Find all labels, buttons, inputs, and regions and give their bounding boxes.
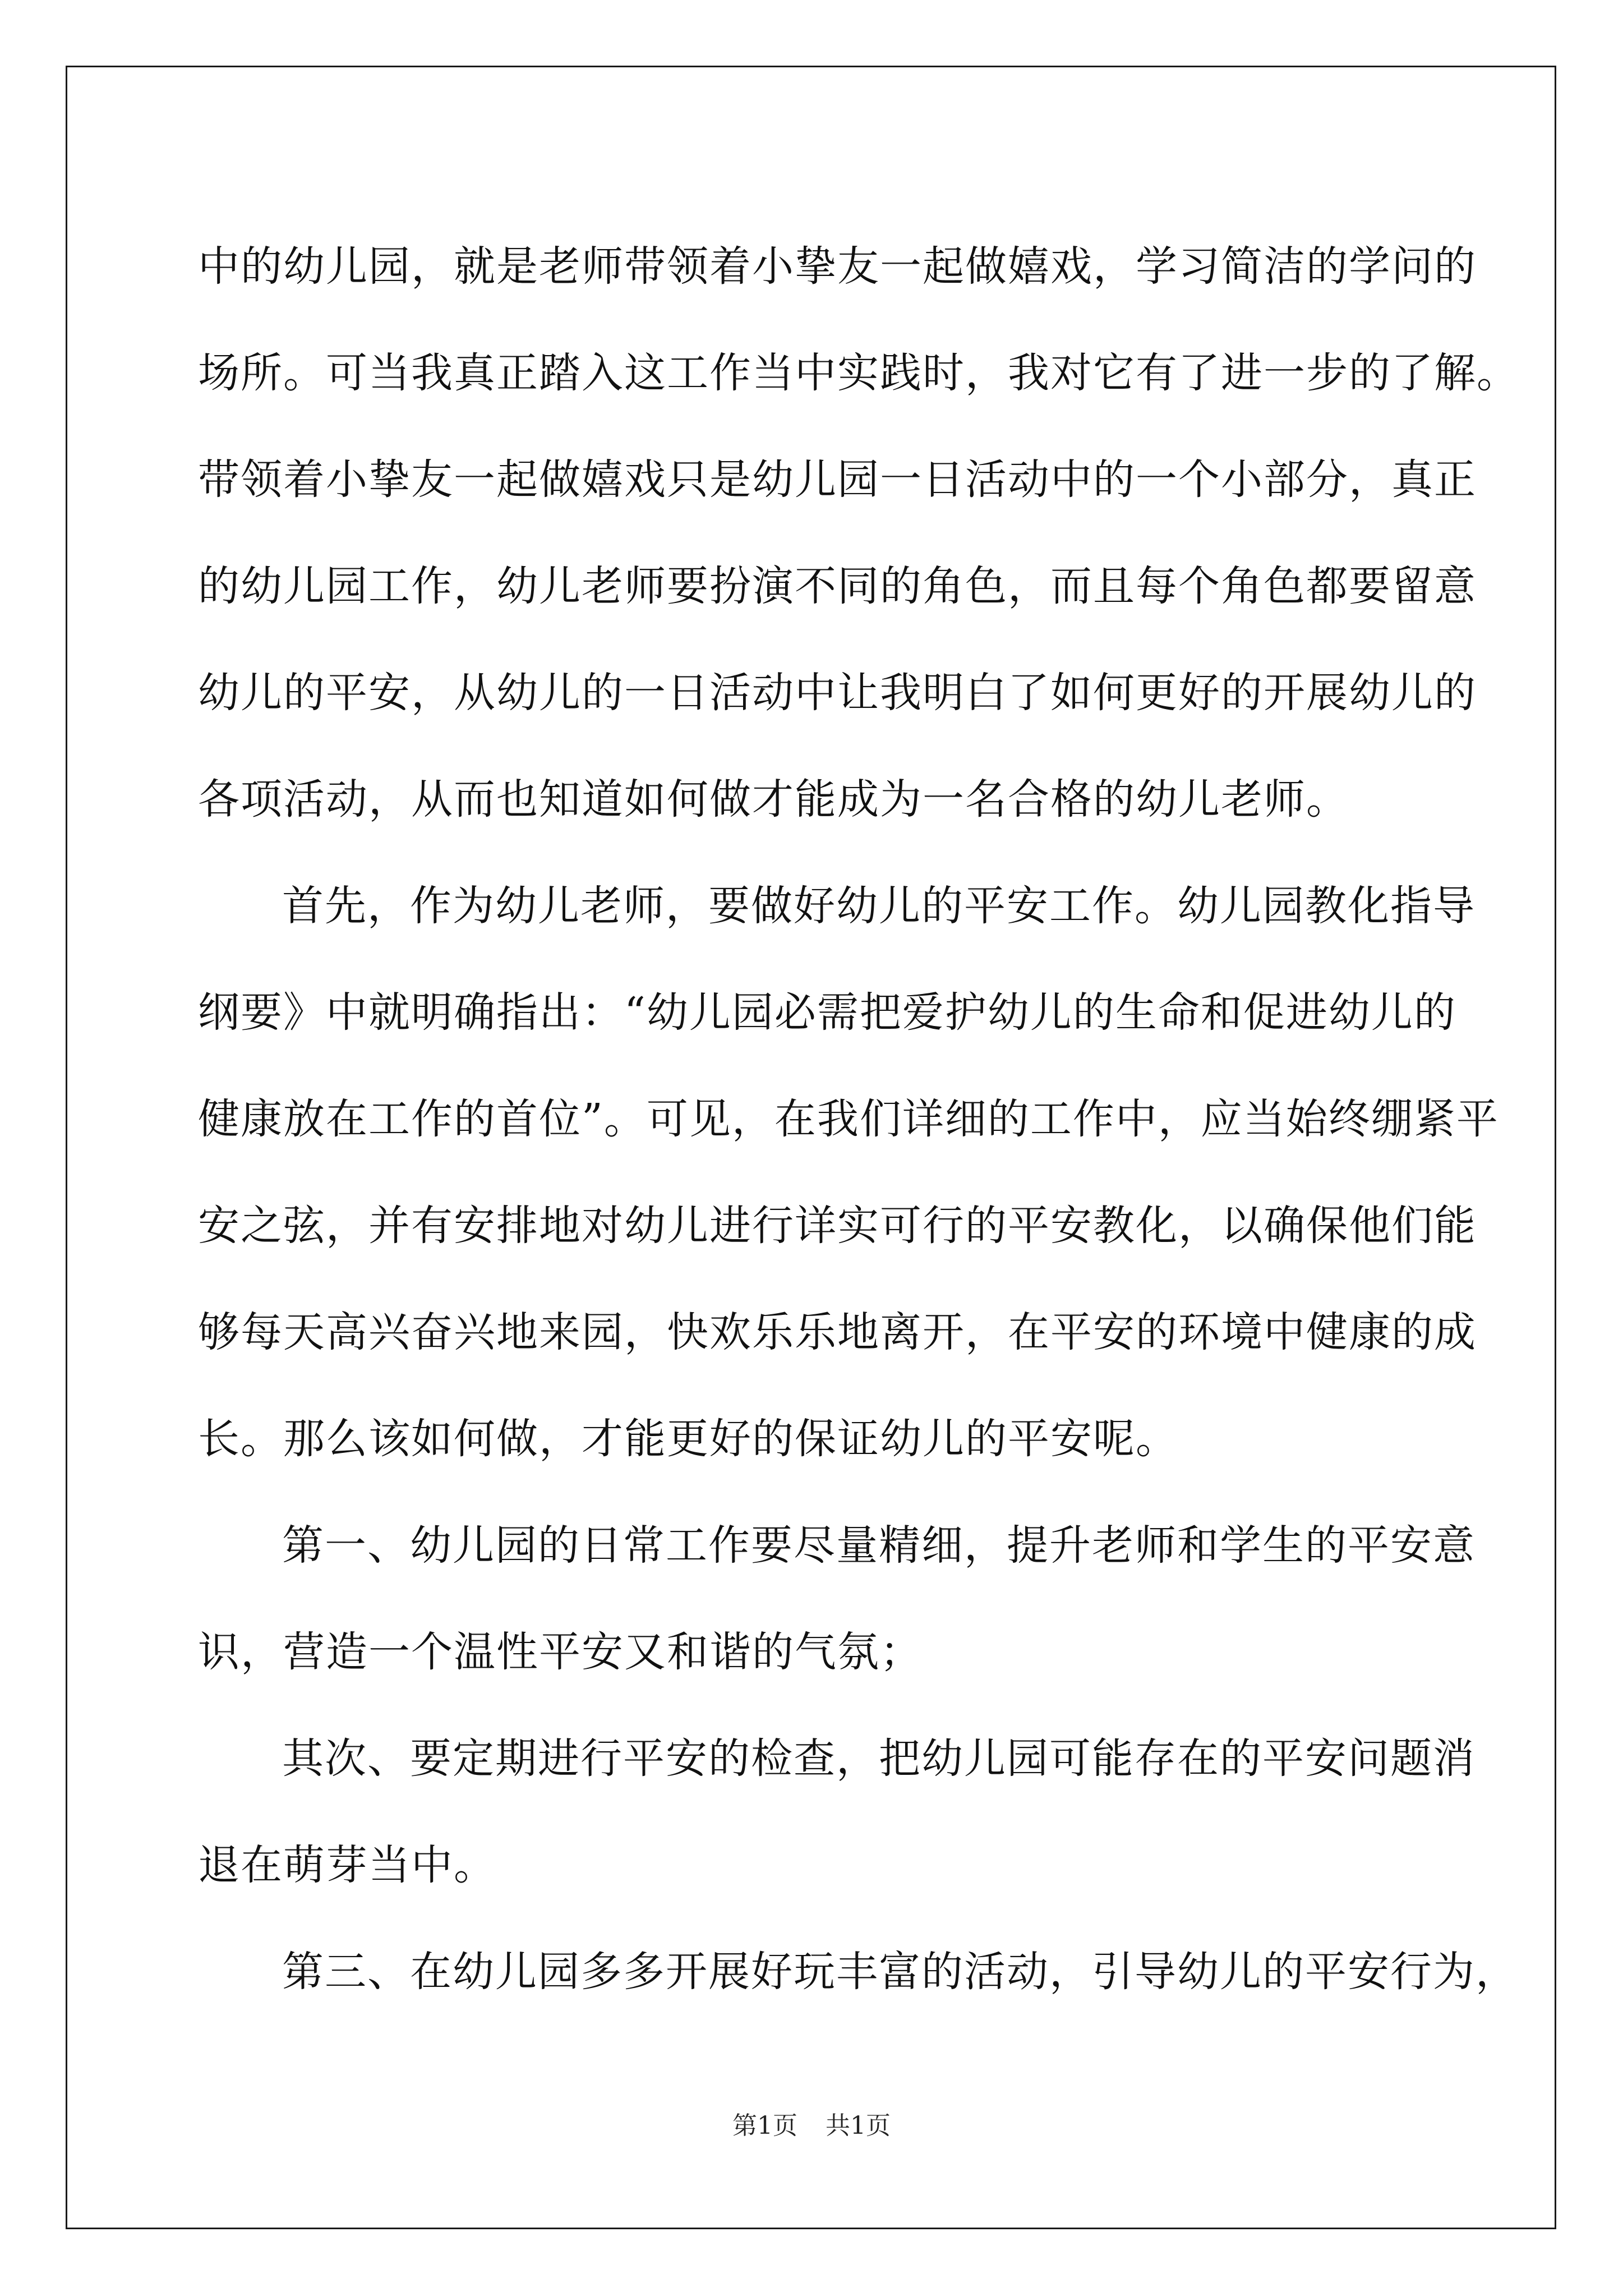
text-line: 场所。可当我真正踏入这工作当中实践时，我对它有了进一步的了解。: [198, 349, 1519, 397]
paragraph-first-line: 第三、在幼儿园多多开展好玩丰富的活动，引导幼儿的平安行为，: [282, 1948, 1518, 1996]
text-line: 幼儿的平安，从幼儿的一日活动中让我明白了如何更好的开展幼儿的: [198, 669, 1477, 717]
text-line: 识，营造一个温性平安又和谐的气氛；: [198, 1628, 923, 1676]
text-line: 长。那么该如何做，才能更好的保证幼儿的平安呢。: [198, 1415, 1178, 1463]
page-total: 共1页: [826, 2111, 891, 2140]
text-line: 退在萌芽当中。: [198, 1841, 496, 1889]
paragraph-first-line: 首先，作为幼儿老师，要做好幼儿的平安工作。幼儿园教化指导: [282, 882, 1476, 930]
text-line: 各项活动，从而也知道如何做才能成为一名合格的幼儿老师。: [198, 775, 1349, 823]
paragraph-first-line: 其次、要定期进行平安的检查，把幼儿园可能存在的平安问题消: [282, 1734, 1476, 1783]
text-line: 健康放在工作的首位”。可见，在我们详细的工作中，应当始终绷紧平: [198, 1095, 1499, 1143]
text-line: 安之弦，并有安排地对幼儿进行详实可行的平安教化，以确保他们能: [198, 1202, 1477, 1250]
text-line: 中的幼儿园，就是老师带领着小挚友一起做嬉戏，学习简洁的学问的: [198, 242, 1477, 291]
text-line: 够每天高兴奋兴地来园，快欢乐乐地离开，在平安的环境中健康的成: [198, 1308, 1477, 1356]
page-number: 第1页: [732, 2111, 797, 2140]
text-line: 的幼儿园工作，幼儿老师要扮演不同的角色，而且每个角色都要留意: [198, 562, 1477, 610]
text-line: 纲要》中就明确指出：“幼儿园必需把爱护幼儿的生命和促进幼儿的: [198, 988, 1456, 1037]
document-body: [198, 213, 1519, 2025]
text-line: 带领着小挚友一起做嬉戏只是幼儿园一日活动中的一个小部分，真正: [198, 455, 1477, 504]
paragraph-first-line: 第一、幼儿园的日常工作要尽量精细，提升老师和学生的平安意: [282, 1521, 1476, 1570]
page-footer: [0, 2109, 1623, 2143]
